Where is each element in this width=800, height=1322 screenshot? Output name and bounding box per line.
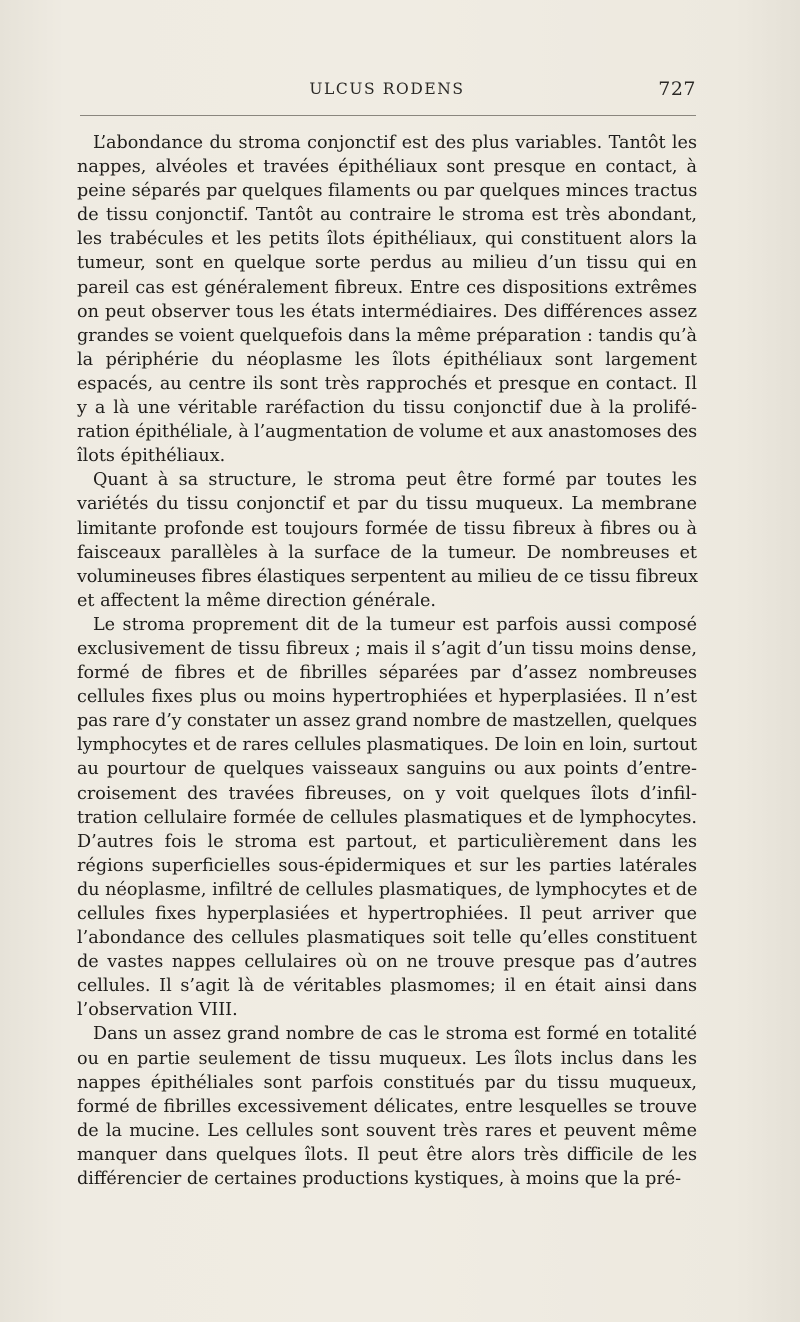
text-line: peine séparés par quelques filaments ou par quelques minces tractus xyxy=(77,181,698,202)
text-line: Le stroma proprement dit de la tumeur est parfois aussi composé xyxy=(93,614,697,635)
text-line: espacés, au centre ils sont très rapprochés et presque en contact. Il xyxy=(77,373,697,394)
text-line: L’abondance du stroma conjonctif est des plus variables. Tantôt les xyxy=(93,133,697,153)
text-line: pas rare d’y constater un assez grand nombre de mastzellen, quelques xyxy=(77,711,697,732)
text-line: cellules. Il s’agit là de véritables plasmomes; il en était ainsi dans xyxy=(77,976,697,997)
text-line: de tissu conjonctif. Tantôt au contraire le stroma est très abondant, xyxy=(77,205,697,226)
text-line: y a là une véritable raréfaction du tissu conjonctif due à la prolifé- xyxy=(77,398,697,419)
body-text xyxy=(77,131,697,1191)
text-line: au pourtour de quelques vaisseaux sanguins ou aux points d’entre- xyxy=(77,759,697,780)
text-line: îlots épithéliaux. xyxy=(77,446,226,467)
text-line: lymphocytes et de rares cellules plasmatiques. De loin en loin, surtout xyxy=(77,735,697,756)
text-line: Quant à sa structure, le stroma peut être formé par toutes les xyxy=(93,470,697,491)
running-title: ULCUS RODENS xyxy=(309,80,465,98)
paragraph xyxy=(77,1022,697,1191)
text-line: et affectent la même direction générale. xyxy=(77,590,437,611)
text-line: tumeur, sont en quelque sorte perdus au milieu d’un tissu qui en xyxy=(77,253,697,274)
text-line: faisceaux parallèles à la surface de la tumeur. De nombreuses et xyxy=(77,542,697,563)
header-rule xyxy=(80,115,696,116)
text-line: D’autres fois le stroma est partout, et particulièrement dans les xyxy=(77,831,697,852)
text-line: du néoplasme, infiltré de cellules plasmatiques, de lymphocytes et de xyxy=(77,879,698,900)
text-line: l’observation VIII. xyxy=(77,1000,238,1021)
page-number: 727 xyxy=(658,78,696,100)
text-line: manquer dans quelques îlots. Il peut être alors très difficile de les xyxy=(77,1144,697,1165)
text-line: on peut observer tous les états intermédiaires. Des différences assez xyxy=(77,301,697,322)
text-line: tration cellulaire formée de cellules plasmatiques et de lymphocytes. xyxy=(77,807,697,828)
text-line: ration épithéliale, à l’augmentation de volume et aux anastomoses des xyxy=(77,422,697,443)
text-line: ou en partie seulement de tissu muqueux. Les îlots inclus dans les xyxy=(77,1048,697,1069)
text-line: les trabécules et les petits îlots épithéliaux, qui constituent alors la xyxy=(77,229,697,250)
text-line: de la mucine. Les cellules sont souvent très rares et peuvent même xyxy=(77,1120,697,1141)
paragraph xyxy=(77,613,697,1023)
text-line: cellules fixes plus ou moins hypertrophiées et hyperplasiées. Il n’est xyxy=(77,687,697,708)
text-line: formé de fibrilles excessivement délicates, entre lesquelles se trouve xyxy=(77,1096,697,1117)
text-line: pareil cas est généralement fibreux. Entre ces dispositions extrêmes xyxy=(77,277,697,298)
text-line: l’abondance des cellules plasmatiques soit telle qu’elles constituent xyxy=(77,928,697,949)
running-head xyxy=(78,78,696,106)
text-line: grandes se voient quelquefois dans la même préparation : tandis qu’à xyxy=(77,325,697,346)
text-line: Dans un assez grand nombre de cas le stroma est formé en totalité xyxy=(93,1024,697,1045)
text-line: volumineuses fibres élastiques serpentent au milieu de ce tissu fibreux xyxy=(77,566,698,587)
text-line: formé de fibres et de fibrilles séparées par d’assez nombreuses xyxy=(77,663,697,684)
text-line: croisement des travées fibreuses, on y voit quelques îlots d’infil- xyxy=(77,783,697,804)
paragraph xyxy=(77,131,697,468)
text-line: nappes, alvéoles et travées épithéliaux sont presque en contact, à xyxy=(77,157,697,178)
text-line: cellules fixes hyperplasiées et hypertrophiées. Il peut arriver que xyxy=(77,904,697,924)
text-line: régions superficielles sous-épidermiques et sur les parties latérales xyxy=(77,855,697,876)
text-line: la périphérie du néoplasme les îlots épithéliaux sont largement xyxy=(77,349,697,370)
text-line: différencier de certaines productions kystiques, à moins que la pré- xyxy=(77,1169,682,1190)
text-line: nappes épithéliales sont parfois constitués par du tissu muqueux, xyxy=(77,1072,697,1093)
paragraph xyxy=(77,468,697,613)
text-line: de vastes nappes cellulaires où on ne trouve presque pas d’autres xyxy=(77,952,697,973)
text-line: limitante profonde est toujours formée de tissu fibreux à fibres ou à xyxy=(77,518,697,539)
text-line: variétés du tissu conjonctif et par du tissu muqueux. La membrane xyxy=(77,494,697,515)
text-line: exclusivement de tissu fibreux ; mais il s’agit d’un tissu moins dense, xyxy=(77,638,697,659)
